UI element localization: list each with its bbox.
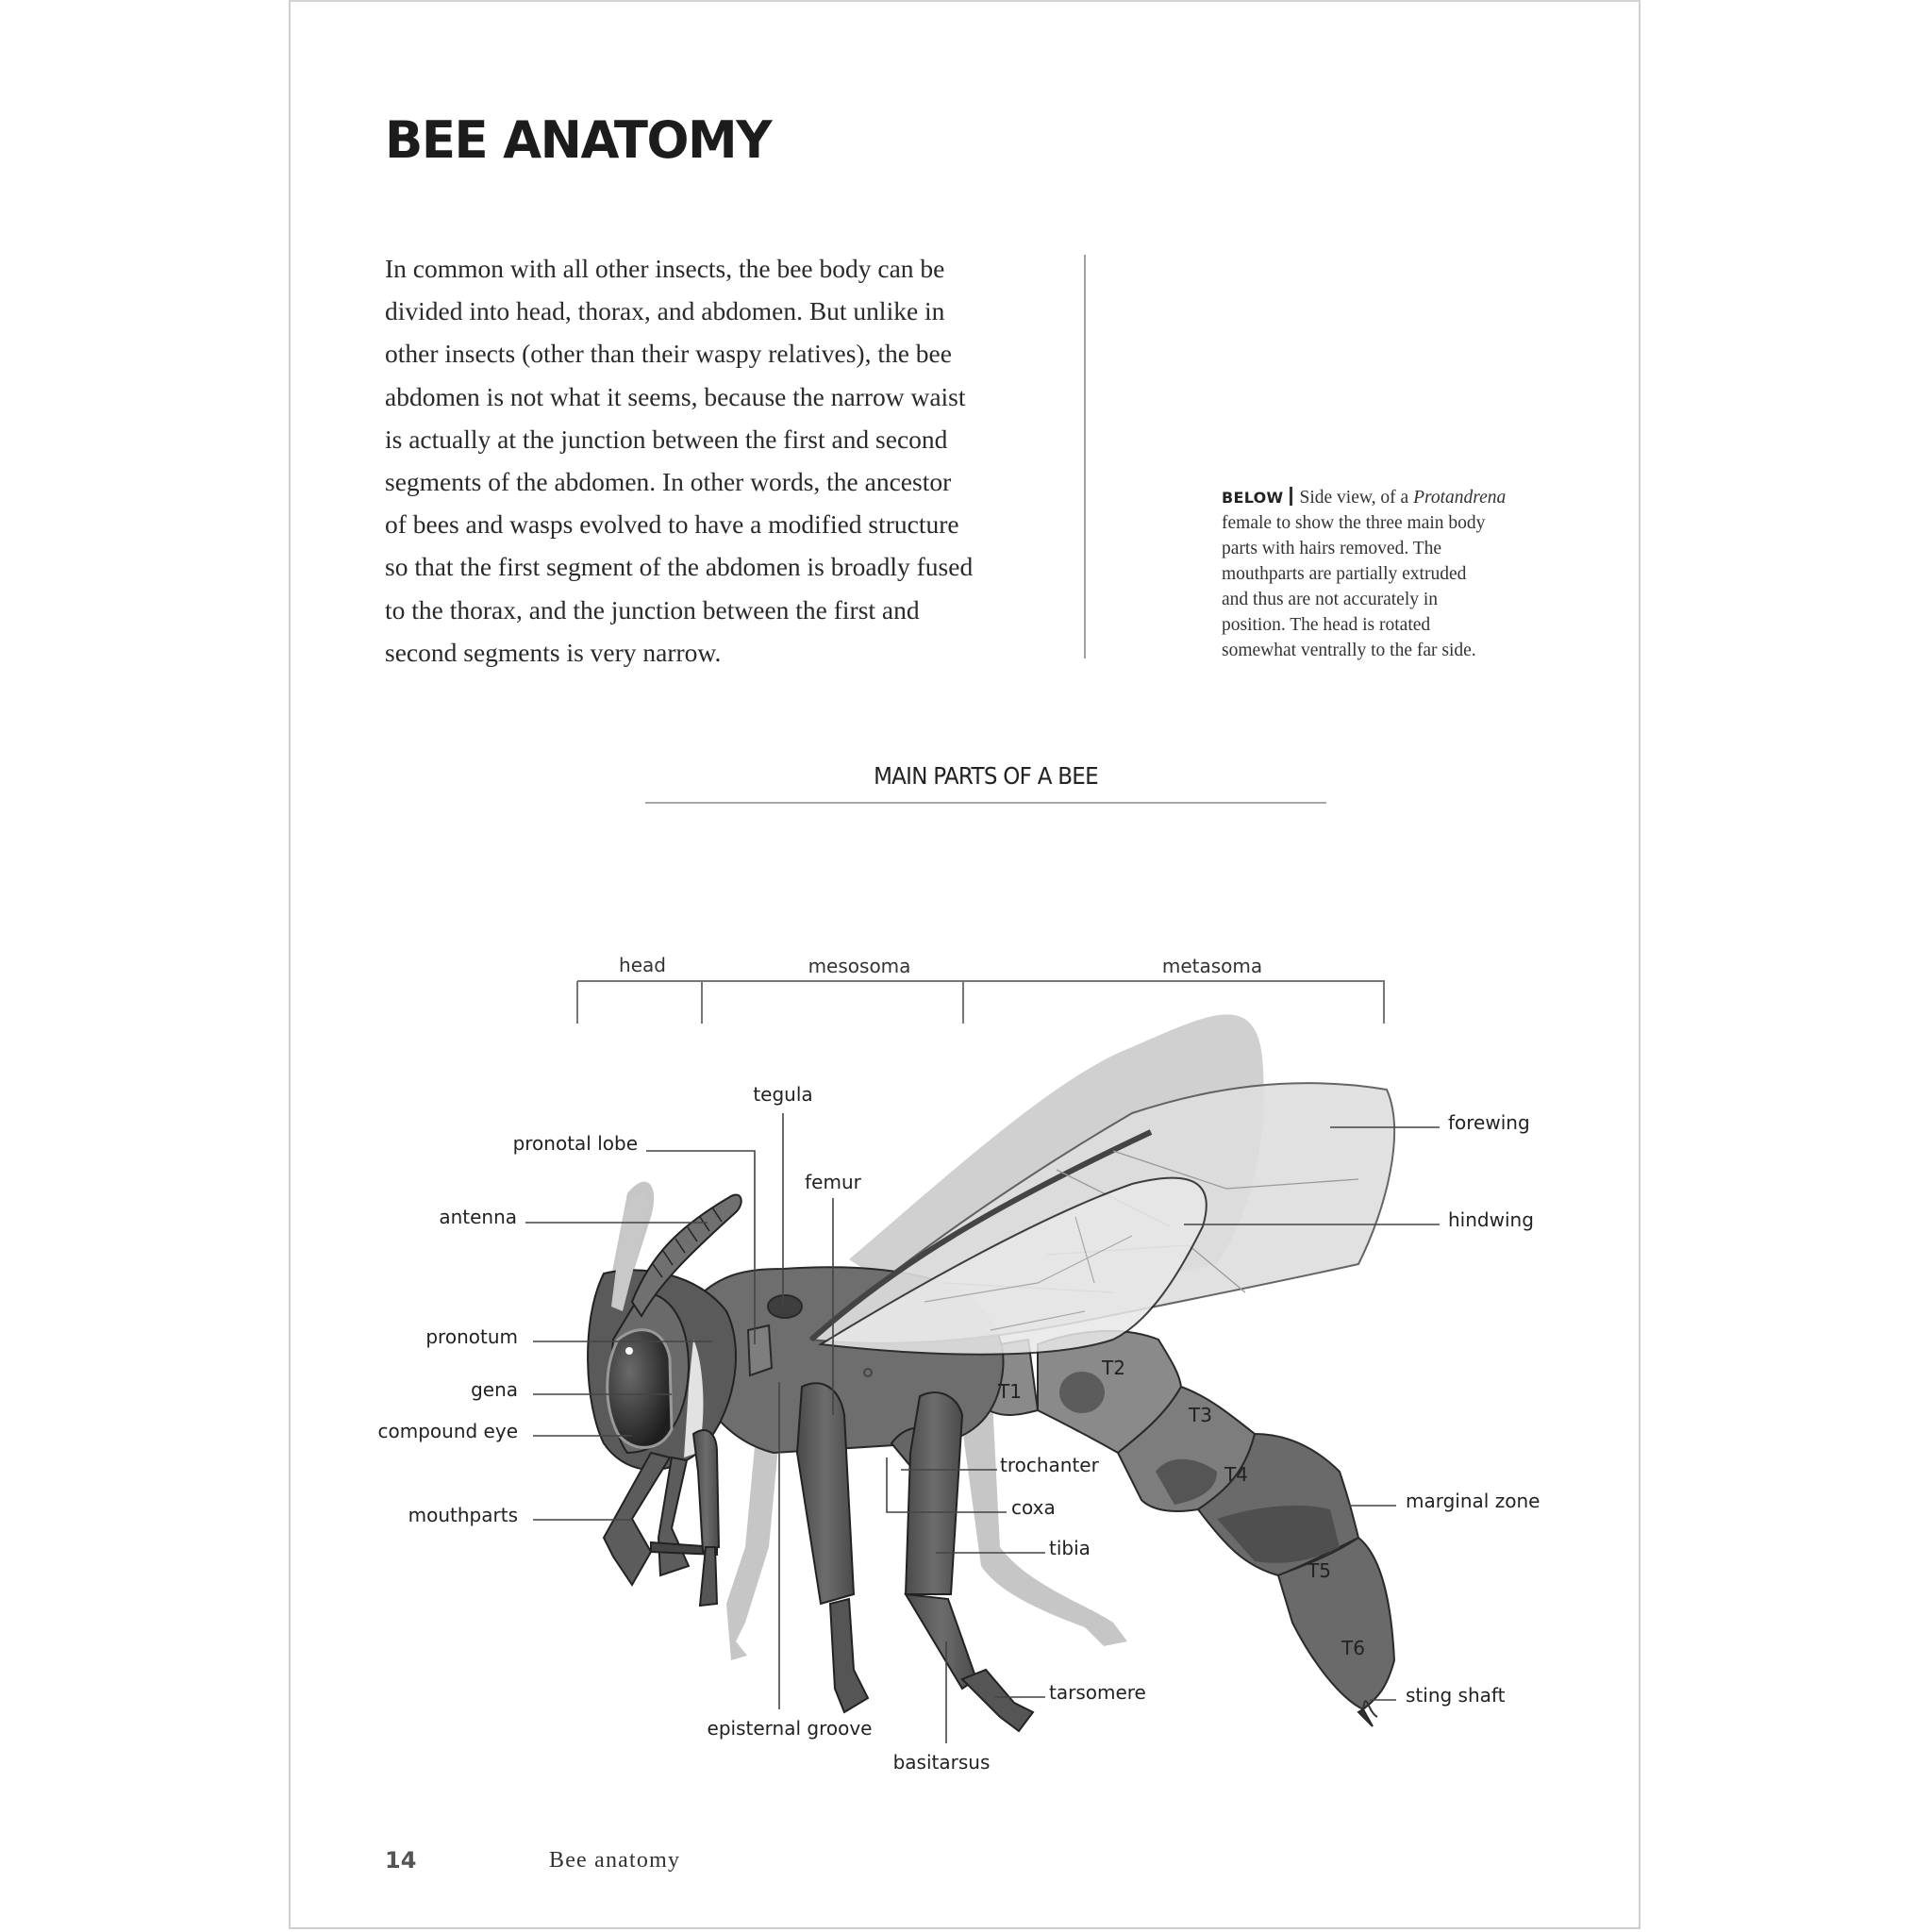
label-pronotal-lobe: pronotal lobe (512, 1132, 638, 1155)
species-name: Protandrena (1413, 488, 1507, 508)
body-line: to the thorax, and the junction between the first and (385, 594, 920, 625)
label-mouthparts: mouthparts (408, 1504, 518, 1526)
label-marginal-zone: marginal zone (1406, 1490, 1541, 1512)
label-forewing: forewing (1448, 1111, 1530, 1134)
label-tibia: tibia (1049, 1537, 1091, 1559)
caption-lead: BELOW (1222, 489, 1284, 507)
tergite-label-t1: T1 (998, 1380, 1022, 1403)
caption-line: mouthparts are partially extruded (1222, 564, 1467, 584)
page-title: BEE ANATOMY (385, 110, 772, 170)
region-label-metasoma: metasoma (1161, 955, 1263, 977)
label-gena: gena (471, 1378, 518, 1401)
body-line: segments of the abdomen. In other words, the ancestor (385, 467, 952, 497)
body-line: second segments is very narrow. (385, 637, 722, 667)
abdomen (972, 1331, 1394, 1726)
label-pronotum: pronotum (425, 1325, 518, 1348)
tergite-label-t3: T3 (1189, 1404, 1212, 1426)
diagram-heading: MAIN PARTS OF A BEE (874, 762, 1098, 790)
region-label-head: head (619, 954, 666, 976)
tergite-label-t5: T5 (1307, 1559, 1331, 1582)
tergite-label-t2: T2 (1102, 1357, 1125, 1379)
label-compound-eye: compound eye (377, 1420, 518, 1442)
front-leg (693, 1430, 719, 1606)
label-tegula: tegula (753, 1083, 813, 1106)
caption-line: somewhat ventrally to the far side. (1222, 641, 1476, 660)
body-line: of bees and wasps evolved to have a modified structure (385, 509, 959, 540)
body-region-bracket (577, 981, 1385, 1024)
body-line: In common with all other insects, the bee body can be (385, 254, 945, 283)
label-antenna: antenna (439, 1206, 517, 1228)
label-episternal-groove: episternal groove (707, 1717, 873, 1740)
caption-line: parts with hairs removed. The (1222, 539, 1442, 558)
label-femur: femur (805, 1171, 861, 1193)
caption-text: Side view, of a (1299, 488, 1414, 508)
body-line: other insects (other than their waspy relatives), the bee (385, 339, 952, 369)
label-hindwing: hindwing (1448, 1208, 1534, 1231)
body-line: so that the first segment of the abdomen is broadly fused (385, 552, 974, 582)
label-tarsomere: tarsomere (1049, 1681, 1146, 1704)
caption-line: female to show the three main body (1222, 513, 1486, 533)
caption-line: and thus are not accurately in (1222, 590, 1439, 609)
body-line: divided into head, thorax, and abdomen. But unlike in (385, 296, 945, 326)
tergite-label-t6: T6 (1341, 1637, 1365, 1659)
label-sting-shaft: sting shaft (1406, 1684, 1506, 1707)
region-label-mesosoma: mesosoma (808, 955, 911, 977)
label-coxa: coxa (1011, 1496, 1056, 1519)
body-line: abdomen is not what it seems, because the narrow waist (385, 381, 966, 411)
body-line: is actually at the junction between the first and second (385, 424, 948, 454)
running-header: Bee anatomy (549, 1848, 681, 1873)
label-trochanter: trochanter (1000, 1454, 1099, 1476)
page-number: 14 (385, 1847, 417, 1874)
tergite-label-t4: T4 (1224, 1463, 1248, 1486)
label-basitarsus: basitarsus (892, 1751, 991, 1774)
caption-line: position. The head is rotated (1222, 615, 1431, 635)
